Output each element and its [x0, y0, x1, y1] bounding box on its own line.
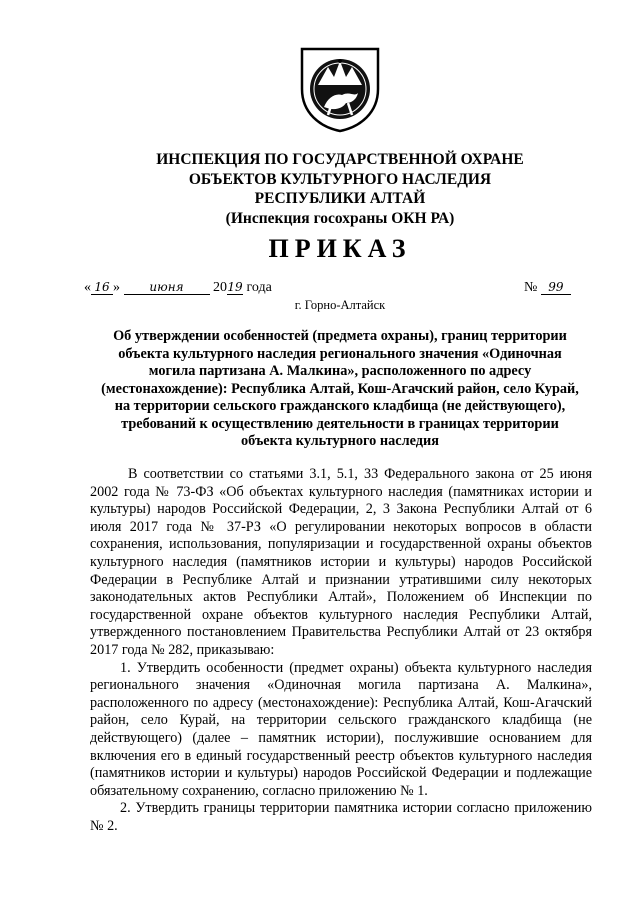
document-date — [84, 280, 272, 296]
org-name-line-1: ИНСПЕКЦИЯ ПО ГОСУДАРСТВЕННОЙ ОХРАНЕ — [156, 151, 524, 168]
org-name-line-3: РЕСПУБЛИКИ АЛТАЙ — [254, 190, 426, 207]
date-year-prefix: 20 — [213, 280, 227, 295]
date-open-quote: « — [84, 280, 91, 295]
coat-of-arms-emblem — [298, 45, 382, 133]
date-year-word: года — [246, 280, 272, 295]
organization-header — [100, 150, 580, 228]
document-number — [524, 280, 571, 296]
order-item-1: 1. Утвердить особенности (предмет охраны) объекта культурного наследия регионального значения «Одиночная могила партизана А. Малкина», расположенного по адресу (местонахождение): Республика Алтай, Кош-Агачский район, село Курай, на территории сельского гражданского кладбища (не действующего) (далее – памятник истории), послужившие основанием для включения его в единый государственный реестр объектов культурного наследия (памятников истории и культуры) народов Российской Федерации и подлежащие обязательному сохранению, согласно приложению № 1. — [90, 659, 592, 799]
org-short-name: (Инспекция госохраны ОКН РА) — [225, 209, 455, 227]
date-day: 16 — [91, 280, 113, 295]
issue-city: г. Горно-Алтайск — [294, 298, 386, 312]
number-value: 99 — [541, 280, 571, 295]
document-body — [90, 466, 592, 835]
preamble-paragraph: В соответствии со статьями 3.1, 5.1, 33 Федерального закона от 25 июня 2002 года № 73-ФЗ «Об объектах культурного наследия (памятниках истории и культуры) народов Российской Федерации, 2, 3 Закона Республики Алтай от 6 июля 2017 года № 37-РЗ «О регулировании некоторых вопросов в области сохранения, использования, популяризации и государственной охраны объектов культурного наследия (памятников истории и культуры) народов Российской Федерации в Республике Алтай и признании утратившими силу некоторых законодательных актов Республики Алтай», Положением об Инспекции по государственной охране объектов культурного наследия Республики Алтай, утвержденного постановлением Правительства Республики Алтай от 23 октября 2017 года № 282, приказываю: — [90, 466, 592, 658]
org-name-line-2: ОБЪЕКТОВ КУЛЬТУРНОГО НАСЛЕДИЯ — [188, 170, 492, 188]
document-subject: Об утверждении особенностей (предмета охраны), границ территории объекта культурного наследия регионального значения «Одиночная могила партизана А. Малкина», расположенного по адресу (местонахождение): Республика Алтай, Кош-Агачский район, село Курай, на территории сельского гражданского кладбища (не действующего), требований к осуществлению деятельности в границах территории объекта культурного наследия — [101, 328, 579, 449]
date-month: июня — [124, 280, 210, 295]
document-type-title: ПРИКАЗ — [268, 234, 412, 263]
number-label: № — [524, 280, 538, 295]
order-item-2: 2. Утвердить границы территории памятника истории согласно приложению № 2. — [90, 800, 592, 834]
date-year-suffix: 19 — [227, 280, 243, 294]
date-close-quote: » — [113, 280, 120, 295]
